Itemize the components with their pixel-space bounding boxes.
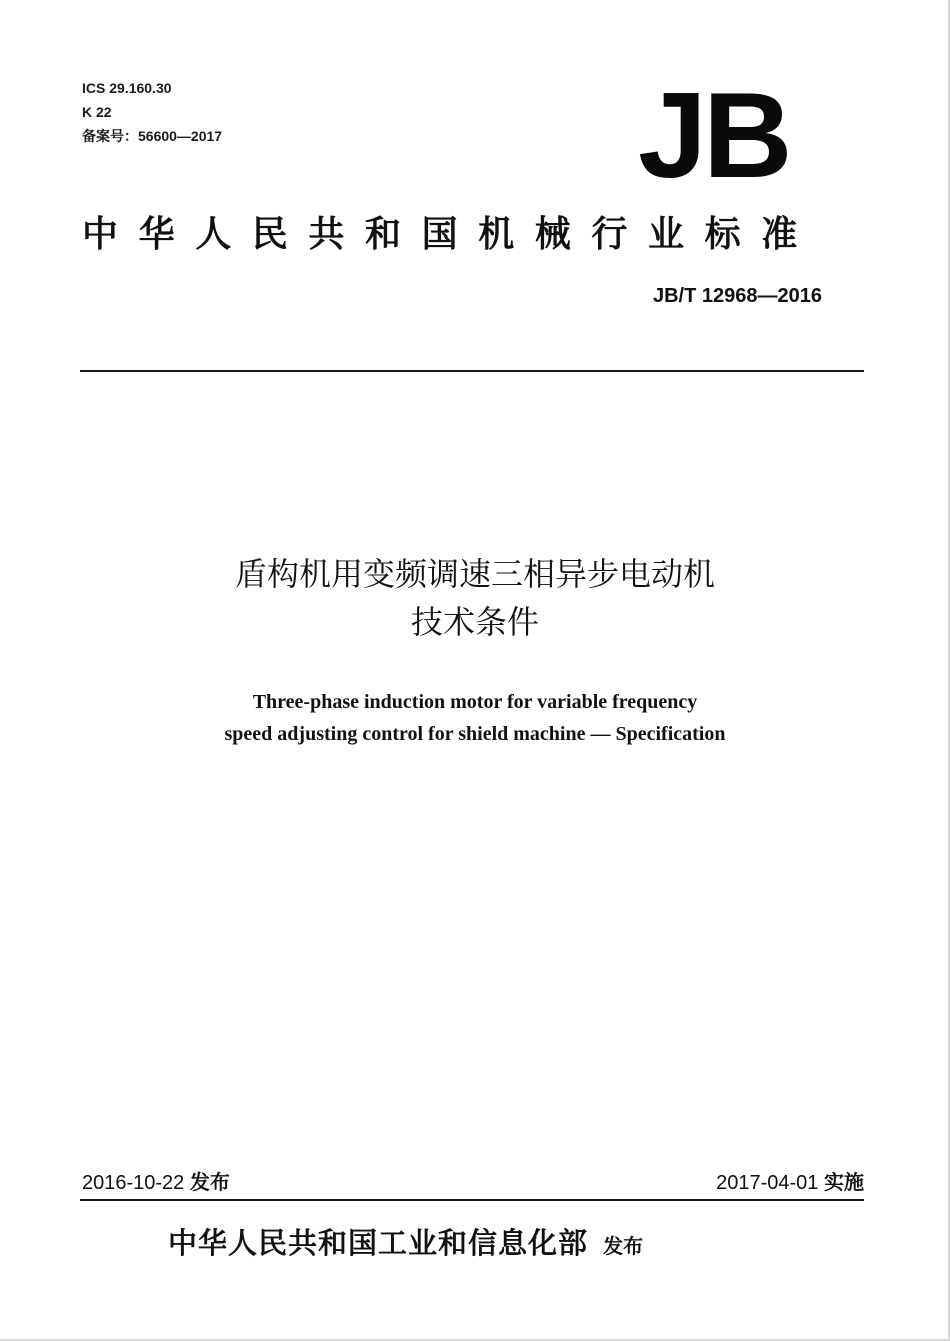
effective-label: 实施 [824,1170,864,1194]
classification-block [82,76,222,148]
top-divider [80,370,864,372]
chinese-title-line-2: 技术条件 [410,603,539,641]
english-title-line-1: Three-phase induction motor for variable frequency [252,691,698,713]
chinese-title-line-1: 盾构机用变频调速三相异步电动机 [234,555,715,593]
effective-date-block [716,1168,864,1197]
issuer-block [168,1222,643,1267]
issuer-label: 发布 [603,1234,644,1258]
chinese-title [0,550,950,646]
issuer-name: 中华人民共和国工业和信息化部 [168,1226,589,1260]
issue-date-block [82,1168,230,1197]
english-title-line-2: speed adjusting control for shield machine — Specification [224,723,726,745]
issue-date: 2016-10-22 [82,1172,185,1194]
ics-code: ICS 29.160.30 [82,80,172,96]
effective-date: 2017-04-01 [716,1172,819,1194]
ccs-code: K 22 [82,104,112,120]
record-number: 备案号：56600—2017 [82,128,223,144]
industry-standard-title: 中华人民共和国机械行业标准 [82,214,818,255]
standard-number: JB/T 12968—2016 [652,285,822,307]
issue-label: 发布 [189,1170,230,1194]
jb-logo: JB [638,68,789,204]
english-title [0,686,950,750]
bottom-divider [80,1199,864,1201]
